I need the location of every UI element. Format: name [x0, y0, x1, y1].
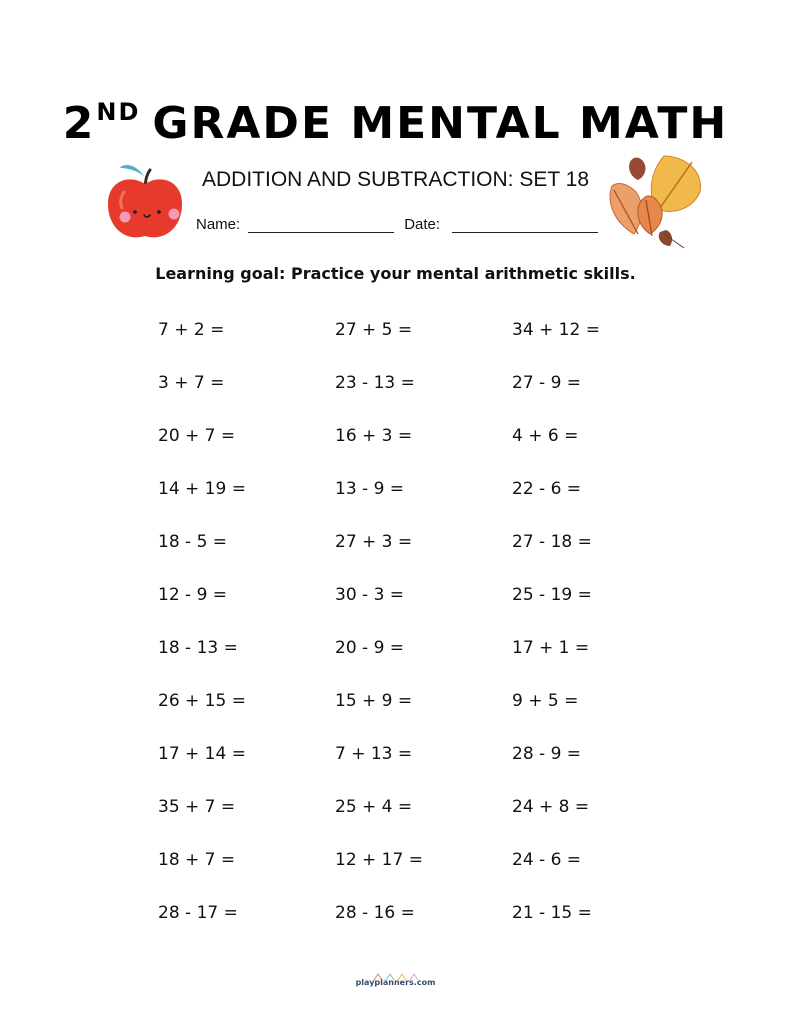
math-problem: 14 + 19 = [158, 479, 246, 499]
math-problem: 25 - 19 = [512, 585, 592, 605]
autumn-leaves-icon [604, 150, 708, 250]
math-problem: 35 + 7 = [158, 797, 236, 817]
math-problem: 24 + 8 = [512, 797, 590, 817]
page-title [0, 98, 791, 149]
name-date-row [196, 216, 598, 233]
math-problem: 17 + 14 = [158, 744, 246, 764]
math-problem: 17 + 1 = [512, 638, 590, 658]
math-problem: 30 - 3 = [335, 585, 405, 605]
math-problem: 28 - 16 = [335, 903, 415, 923]
name-field-line[interactable] [248, 218, 394, 233]
problems-grid [158, 318, 689, 954]
math-problem: 18 - 5 = [158, 532, 228, 552]
math-problem: 7 + 2 = [158, 320, 225, 340]
math-problem: 20 - 9 = [335, 638, 405, 658]
math-problem: 28 - 9 = [512, 744, 582, 764]
math-problem: 27 + 5 = [335, 320, 413, 340]
date-label: Date: [404, 216, 441, 233]
math-problem: 22 - 6 = [512, 479, 582, 499]
math-problem: 16 + 3 = [335, 426, 413, 446]
math-problem: 27 - 18 = [512, 532, 592, 552]
math-problem: 26 + 15 = [158, 691, 246, 711]
math-problem: 21 - 15 = [512, 903, 592, 923]
math-problem: 34 + 12 = [512, 320, 600, 340]
math-problem: 28 - 17 = [158, 903, 238, 923]
worksheet-subtitle: ADDITION AND SUBTRACTION: SET 18 [201, 168, 589, 191]
math-problem: 9 + 5 = [512, 691, 579, 711]
math-problem: 27 - 9 = [512, 373, 582, 393]
math-problem: 20 + 7 = [158, 426, 236, 446]
date-field-line[interactable] [452, 218, 598, 233]
footer-website: playplanners.com [355, 978, 436, 987]
math-problem: 7 + 13 = [335, 744, 413, 764]
math-problem: 25 + 4 = [335, 797, 413, 817]
math-problem: 18 - 13 = [158, 638, 238, 658]
title-text: GRADE MENTAL MATH [152, 98, 729, 149]
math-problem: 12 - 9 = [158, 585, 228, 605]
math-problem: 15 + 9 = [335, 691, 413, 711]
math-problem: 23 - 13 = [335, 373, 415, 393]
learning-goal: Learning goal: Practice your mental arithmetic skills. [155, 264, 636, 283]
apple-icon [100, 158, 190, 248]
math-problem: 27 + 3 = [335, 532, 413, 552]
math-problem: 13 - 9 = [335, 479, 405, 499]
name-label: Name: [196, 216, 241, 233]
math-problem: 24 - 6 = [512, 850, 582, 870]
math-problem: 18 + 7 = [158, 850, 236, 870]
math-problem: 12 + 17 = [335, 850, 423, 870]
title-superscript: ND [96, 98, 141, 126]
math-problem: 4 + 6 = [512, 426, 579, 446]
title-number: 2 [62, 98, 96, 149]
math-problem: 3 + 7 = [158, 373, 225, 393]
